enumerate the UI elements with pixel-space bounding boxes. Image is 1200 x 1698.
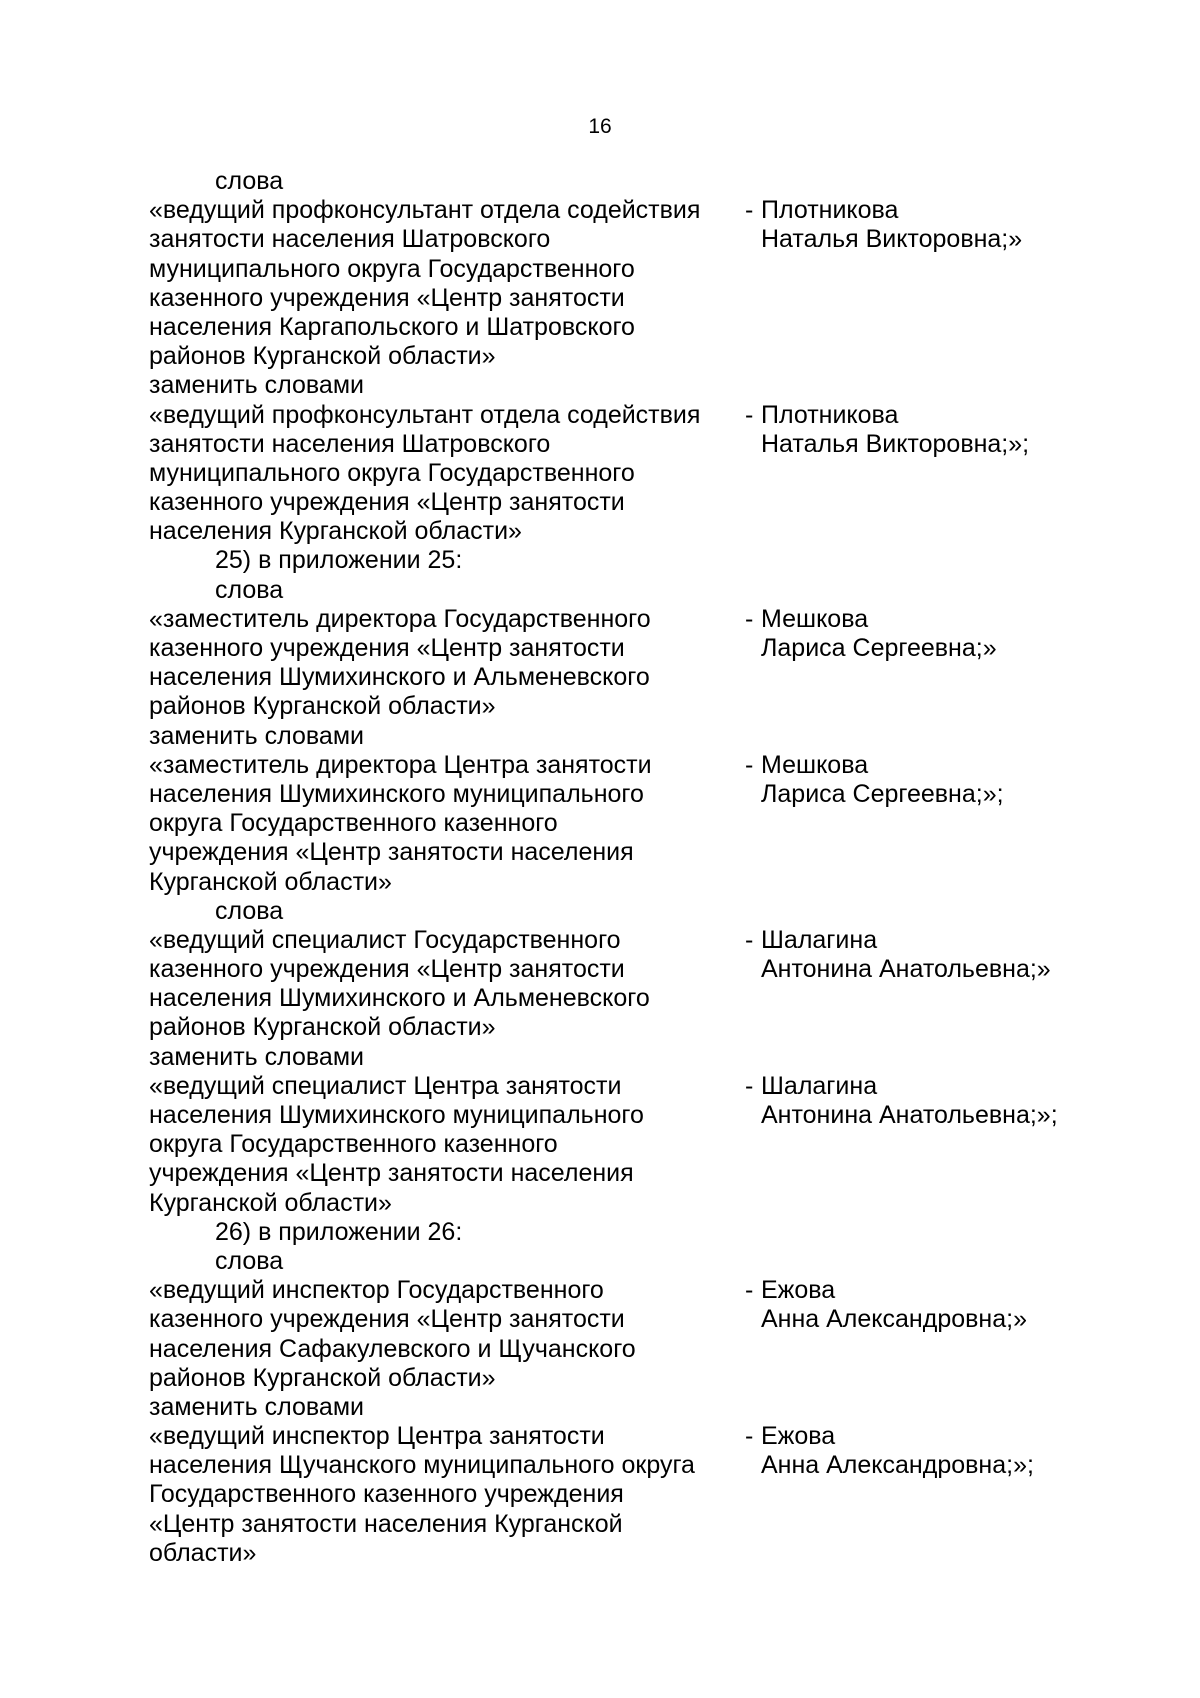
page-number: 16 [588,115,612,138]
name-line: Антонина Анатольевна;»; [761,1101,1058,1129]
position-entry [149,605,1099,722]
person-name [761,1422,1034,1568]
description-line: казенного учреждения «Центр занятости [149,634,625,662]
description-line: населения Шумихинского и Альменевского [149,984,650,1013]
indented-paragraph: слова [215,167,284,195]
position-description [149,1072,745,1218]
name-line: Наталья Викторовна;»; [761,429,1030,458]
description-line: «Центр занятости населения Курганской [149,1509,623,1538]
position-description [149,1422,745,1568]
indented-paragraph: слова [215,1246,284,1275]
position-description [149,605,745,722]
person-name [761,926,1051,1043]
name-line: Анна Александровна;»; [761,1451,1034,1480]
description-line: «ведущий инспектор Центра занятости [149,1422,605,1451]
description-line: «ведущий профконсультант отдела содействия [149,196,701,225]
position-description [149,926,745,1043]
name-line: Анна Александровна;» [761,1305,1027,1334]
person-name [761,196,1022,371]
position-entry [149,401,1099,547]
description-line: «заместитель директора Государственного [149,604,651,633]
dash-separator [745,1072,761,1218]
name-line: Лариса Сергеевна;»; [761,779,1004,808]
description-line: населения Шумихинского и Альменевского [149,663,650,692]
position-description [149,1276,745,1393]
position-entry [149,1072,1099,1218]
indented-paragraph: 25) в приложении 25: [215,546,463,575]
position-description [149,751,745,897]
description-line: районов Курганской области» [149,342,496,371]
description-line: казенного учреждения «Центр занятости [149,283,625,312]
name-line: Ежова [761,1422,836,1451]
description-line: населения Шумихинского муниципального [149,779,644,808]
description-line: муниципального округа Государственного [149,254,635,283]
person-name [761,1276,1027,1393]
name-line: Наталья Викторовна;» [761,225,1023,254]
position-entry [149,1276,1099,1393]
paragraph: заменить словами [149,1042,364,1071]
description-line: округа Государственного казенного [149,809,558,838]
description-line: «ведущий специалист Центра занятости [149,1071,622,1100]
description-line: казенного учреждения «Центр занятости [149,1305,625,1334]
name-line: Шалагина [761,925,878,954]
description-line: населения Курганской области» [149,517,522,546]
name-line: Мешкова [761,604,869,633]
indented-paragraph: слова [215,575,284,604]
person-name [761,751,1004,897]
description-line: области» [149,1538,257,1567]
description-line: занятости населения Шатровского [149,225,551,254]
document-body [149,167,1099,1568]
name-line: Мешкова [761,750,869,779]
dash-mark: - [745,925,754,954]
name-line: Плотникова [761,400,899,429]
position-description [149,196,745,371]
dash-separator [745,1422,761,1568]
person-name [761,605,997,722]
description-line: Курганской области» [149,1188,392,1217]
position-entry [149,751,1099,897]
description-line: округа Государственного казенного [149,1130,558,1159]
name-line: Шалагина [761,1071,878,1100]
description-line: учреждения «Центр занятости населения [149,838,634,867]
person-name [761,1072,1058,1218]
description-line: районов Курганской области» [149,692,496,721]
dash-mark: - [745,400,754,429]
dash-mark: - [745,1276,754,1305]
description-line: Государственного казенного учреждения [149,1480,624,1509]
description-line: «ведущий инспектор Государственного [149,1276,604,1305]
dash-separator [745,751,761,897]
name-line: Антонина Анатольевна;» [761,955,1051,984]
description-line: населения Щучанского муниципального округа [149,1451,695,1480]
person-name [761,401,1029,547]
position-entry [149,196,1099,371]
description-line: населения Шумихинского муниципального [149,1101,644,1129]
dash-mark: - [745,1422,754,1451]
description-line: казенного учреждения «Центр занятости [149,488,625,517]
dash-separator [745,1276,761,1393]
description-line: учреждения «Центр занятости населения [149,1159,634,1188]
description-line: «заместитель директора Центра занятости [149,750,652,779]
paragraph: заменить словами [149,1392,364,1421]
name-line: Ежова [761,1276,836,1305]
description-line: муниципального округа Государственного [149,458,635,487]
indented-paragraph: слова [215,896,284,925]
dash-mark: - [745,750,754,779]
description-line: населения Каргапольского и Шатровского [149,312,635,341]
name-line: Плотникова [761,196,899,225]
name-line: Лариса Сергеевна;» [761,634,997,662]
position-entry [149,1422,1099,1568]
position-entry [149,926,1099,1043]
indented-paragraph: 26) в приложении 26: [215,1217,463,1246]
dash-mark: - [745,196,754,225]
dash-mark: - [745,604,754,633]
description-line: занятости населения Шатровского [149,429,551,458]
dash-separator [745,926,761,1043]
dash-separator [745,605,761,722]
dash-separator [745,401,761,547]
paragraph: заменить словами [149,721,364,750]
dash-mark: - [745,1071,754,1100]
dash-separator [745,196,761,371]
position-description [149,401,745,547]
description-line: районов Курганской области» [149,1013,496,1042]
description-line: районов Курганской области» [149,1363,496,1392]
description-line: казенного учреждения «Центр занятости [149,955,625,984]
description-line: «ведущий специалист Государственного [149,925,621,954]
description-line: «ведущий профконсультант отдела содействия [149,400,701,429]
paragraph: заменить словами [149,371,364,400]
description-line: населения Сафакулевского и Щучанского [149,1334,636,1363]
description-line: Курганской области» [149,867,392,896]
